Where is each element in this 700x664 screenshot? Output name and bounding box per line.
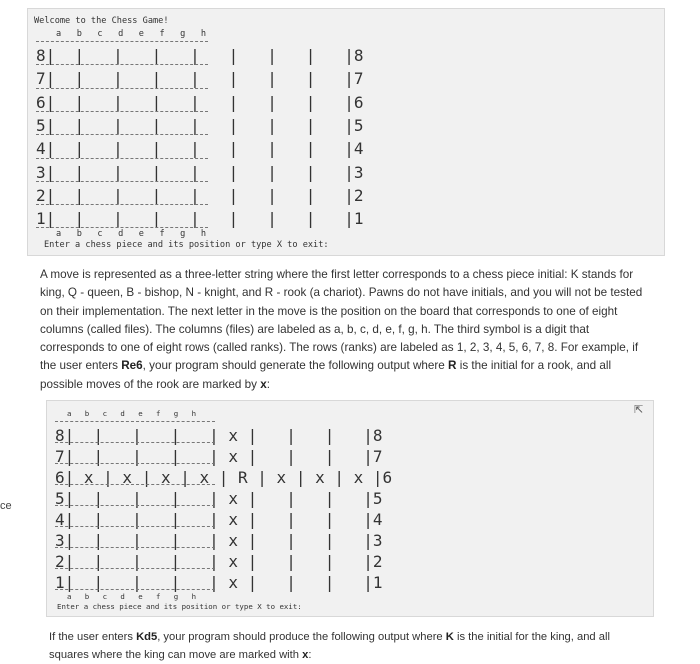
board-rank-row: 7| | | | | | | | |7 <box>36 69 364 89</box>
board-separator <box>55 484 215 485</box>
board-separator <box>55 421 215 422</box>
board-separator <box>55 505 215 506</box>
tail-part-1: If the user enters <box>49 631 137 643</box>
board-rank-row: 6| x | x | x | x | R | x | x | x |6 <box>55 468 393 487</box>
board-separator <box>36 111 208 112</box>
file-labels-top: a b c d e f g h <box>56 29 207 39</box>
paragraph-part-3: is the initial for a rook, and all possible moves of the rook are marked by <box>40 359 612 391</box>
board-separator <box>55 463 215 464</box>
board-rank-row: 1| | | | | | | | |1 <box>36 209 364 229</box>
board-rank-row: 3| | | | | | | | |3 <box>36 162 364 182</box>
board-separator <box>55 442 215 443</box>
board-separator <box>36 181 208 182</box>
board-rank-row: 8| | | | | x | | | |8 <box>55 426 383 445</box>
board-separator <box>36 41 208 42</box>
tail-part-2: , your program should produce the following output where <box>157 631 446 643</box>
board-rank-row: 2| | | | | x | | | |2 <box>55 552 383 571</box>
paragraph-part-1: A move is represented as a three-letter string where the first letter corresponds to a chess piece initial: K stands for king, Q - queen, B - bishop, N - knight, and R - rook (a chariot). Pawns do not have initials, and you will not be tested on their implementation. The next letter in the move is the position on the board that corresponds to one of eight columns (called files). The columns (files) are labeled as a, b, c, d, e, f, g, h. The third symbol is a digit that corresponds to one of eight rows (called ranks). The rows (ranks) are labeled as 1, 2, 3, 4, 5, 6, 7, 8. For example, if the user enters <box>40 268 643 373</box>
board-separator <box>55 589 215 590</box>
example-move-rook: Re6 <box>121 359 143 373</box>
file-labels-bottom: a b c d e f g h <box>56 229 207 239</box>
board-separator <box>36 88 208 89</box>
board-rank-row: 4| | | | | | | | |4 <box>36 139 364 159</box>
input-prompt: Enter a chess piece and its position or type X to exit: <box>57 602 302 611</box>
mark-symbol: x <box>302 648 309 661</box>
board-rank-row: 5| | | | | x | | | |5 <box>55 489 383 508</box>
terminal-output-empty-board <box>27 8 665 256</box>
board-separator <box>36 204 208 205</box>
tail-part-4: : <box>308 648 312 661</box>
board-rank-row: 1| | | | | x | | | |1 <box>55 573 383 592</box>
instruction-paragraph <box>40 266 656 394</box>
board-rank-row: 3| | | | | x | | | |3 <box>55 531 383 550</box>
terminal-output-rook-moves <box>46 400 654 617</box>
board-separator <box>55 547 215 548</box>
file-labels-bottom: a b c d e f g h <box>67 592 197 601</box>
board-separator <box>55 568 215 569</box>
board-rank-row: 5| | | | | | | | |5 <box>36 115 364 135</box>
board-rank-row: 2| | | | | | | | |2 <box>36 185 364 205</box>
board-rank-row: 4| | | | | x | | | |4 <box>55 510 383 529</box>
input-prompt: Enter a chess piece and its position or type X to exit: <box>44 240 329 250</box>
tail-part-3: is the initial for the king, and all squares where the king can move are marked with <box>49 631 610 661</box>
board-rank-row: 7| | | | | x | | | |7 <box>55 447 383 466</box>
board-separator <box>36 64 208 65</box>
king-instruction-paragraph <box>49 629 649 664</box>
file-labels-top: a b c d e f g h <box>67 409 197 418</box>
board-separator <box>36 158 208 159</box>
board-rank-row: 8| | | | | | | | |8 <box>36 46 364 65</box>
paragraph-part-4: : <box>266 377 270 391</box>
rook-initial: R <box>448 359 457 373</box>
paragraph-part-2: , your program should generate the following output where <box>142 359 449 373</box>
mouse-cursor-icon: ⇱ <box>634 404 644 416</box>
welcome-line: Welcome to the Chess Game! <box>34 16 169 26</box>
board-separator <box>36 134 208 135</box>
cropped-side-text: ce <box>0 500 12 512</box>
board-separator <box>55 526 215 527</box>
example-move-king: Kd5 <box>136 631 158 643</box>
mark-symbol: x <box>260 377 267 391</box>
board-rank-row: 6| | | | | | | | |6 <box>36 92 364 112</box>
king-initial: K <box>445 631 454 643</box>
